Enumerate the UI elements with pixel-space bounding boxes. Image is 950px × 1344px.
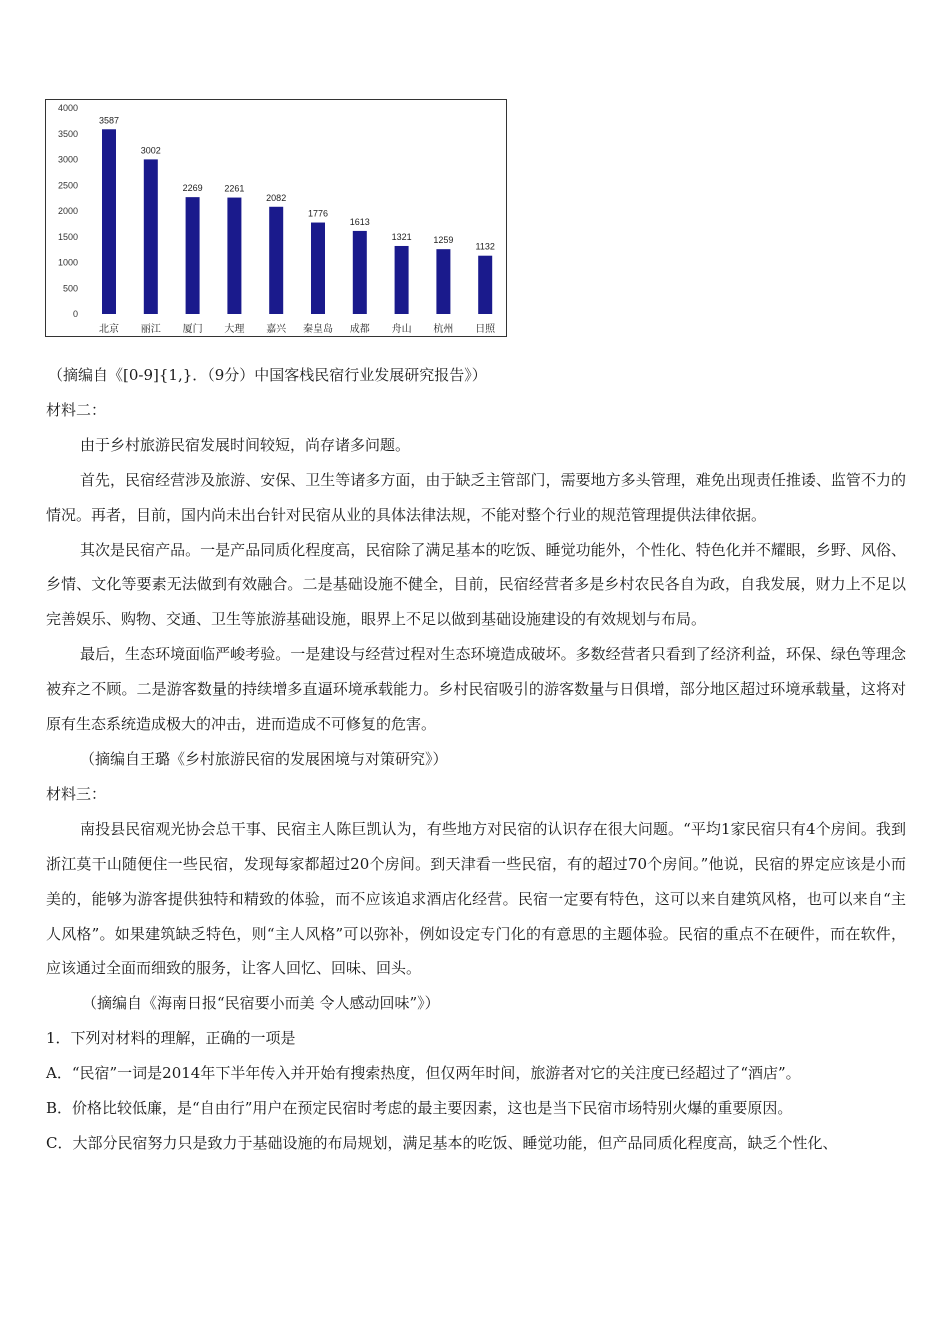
data-label: 3587	[98, 115, 120, 126]
bar	[353, 231, 367, 314]
y-tick-label: 2000	[57, 206, 78, 216]
bar	[144, 159, 158, 314]
y-tick-label: 4000	[57, 103, 78, 113]
x-tick-label: 厦门	[182, 324, 203, 335]
y-tick-label: 0	[72, 309, 78, 319]
material3-paragraph: 南投县民宿观光协会总干事、民宿主人陈巨凯认为，有些地方对民宿的认识存在很大问题。“平均1家民宿只有4个房间。我到浙江莫干山随便住一些民宿，发现每家都超过20个房间。到天津看一些民宿，有的超过70个房间。”他说，民宿的界定应该是小而美的，能够为游客提供独特和精致的体验，而不应该追求酒店化经营。民宿一定要有特色，这可以来自建筑风格，也可以来自“主人风格”。如果建筑缺乏特色，则“主人风格”可以弥补，例如设定专门化的有意思的主题体验。民宿的重点不在硬件，而在软件，应该通过全面而细致的服务，让客人回忆、回味、回头。	[46, 819, 906, 978]
bar-chart	[45, 99, 507, 337]
material3-heading: 材料三：	[46, 784, 107, 803]
bar	[478, 256, 492, 314]
data-label: 1321	[391, 231, 412, 242]
y-tick-label: 1500	[57, 231, 78, 242]
data-label: 1776	[307, 208, 329, 219]
data-label: 2082	[266, 192, 287, 203]
bar	[395, 246, 409, 314]
x-tick-label: 大理	[224, 324, 245, 335]
x-tick-label: 嘉兴	[266, 324, 287, 335]
option-c: C．大部分民宿努力只是致力于基础设施的布局规划，满足基本的吃饭、睡觉功能，但产品同质化程度高，缺乏个性化、	[46, 1133, 838, 1152]
bar	[436, 249, 450, 314]
bar-chart-svg	[46, 100, 508, 338]
material2-paragraph-4: 最后，生态环境面临严峻考验。一是建设与经营过程对生态环境造成破坏。多数经营者只看到了经济利益，环保、绿色等理念被弃之不顾。二是游客数量的持续增多直逼环境承载能力。乡村民宿吸引的游客数量与日俱增，部分地区超过环境承载量，这将对原有生态系统造成极大的冲击，进而造成不可修复的危害。	[46, 645, 906, 734]
x-tick-label: 北京	[99, 324, 119, 335]
y-tick-label: 2500	[57, 180, 78, 191]
material3-source: （摘编自《海南日报“民宿要小而美 令人感动回味”》）	[82, 994, 440, 1013]
x-tick-label: 日照	[475, 324, 496, 335]
y-tick-label: 1000	[57, 257, 78, 268]
option-a: A．“民宿”一词是2014年下半年传入并开始有搜索热度，但仅两年时间，旅游者对它的关注度已经超过了“酒店”。	[46, 1064, 801, 1083]
data-label: 1613	[349, 216, 370, 227]
x-tick-label: 丽江	[140, 324, 161, 335]
bar	[269, 207, 283, 314]
chart-source-note: （摘编自《[0-9]{1,}．（9分）中国客栈民宿行业发展研究报告》）	[48, 366, 487, 384]
bar	[186, 197, 200, 314]
y-tick-label: 3500	[57, 128, 78, 139]
data-label: 1259	[433, 235, 454, 246]
x-tick-label: 杭州	[433, 324, 454, 335]
material2-paragraph-1: 由于乡村旅游民宿发展时间较短，尚存诸多问题。	[80, 435, 411, 454]
x-tick-label: 秦皇岛	[303, 324, 333, 335]
question-stem: 1．下列对材料的理解，正确的一项是	[46, 1029, 296, 1048]
x-tick-label: 成都	[349, 324, 370, 335]
y-tick-label: 500	[62, 283, 78, 294]
material2-paragraph-2: 首先，民宿经营涉及旅游、安保、卫生等诸多方面，由于缺乏主管部门，需要地方多头管理，难免出现责任推诿、监管不力的情况。再者，目前，国内尚未出台针对民宿从业的具体法律法规，不能对整个行业的规范管理提供法律依据。	[46, 470, 906, 524]
data-label: 2269	[182, 183, 203, 194]
bar	[227, 198, 241, 314]
material2-source: （摘编自王璐《乡村旅游民宿的发展困境与对策研究》）	[80, 749, 448, 768]
bar	[311, 223, 325, 314]
material2-paragraph-3: 其次是民宿产品。一是产品同质化程度高，民宿除了满足基本的吃饭、睡觉功能外，个性化、特色化并不耀眼，乡野、风俗、乡情、文化等要素无法做到有效融合。二是基础设施不健全，目前，民宿经营者多是乡村农民各自为政，自我发展，财力上不足以完善娱乐、购物、交通、卫生等旅游基础设施，眼界上不足以做到基础设施建设的有效规划与布局。	[46, 540, 906, 629]
data-label: 3002	[140, 145, 161, 156]
document-body	[46, 358, 906, 1161]
data-label: 1132	[475, 241, 495, 252]
data-label: 2261	[224, 183, 245, 194]
y-tick-label: 3000	[57, 154, 78, 165]
option-b: B．价格比较低廉，是“自由行”用户在预定民宿时考虑的最主要因素，这也是当下民宿市场特别火爆的重要原因。	[46, 1099, 793, 1118]
material2-heading: 材料二：	[46, 400, 107, 419]
bar	[102, 129, 116, 314]
x-tick-label: 舟山	[391, 324, 412, 335]
